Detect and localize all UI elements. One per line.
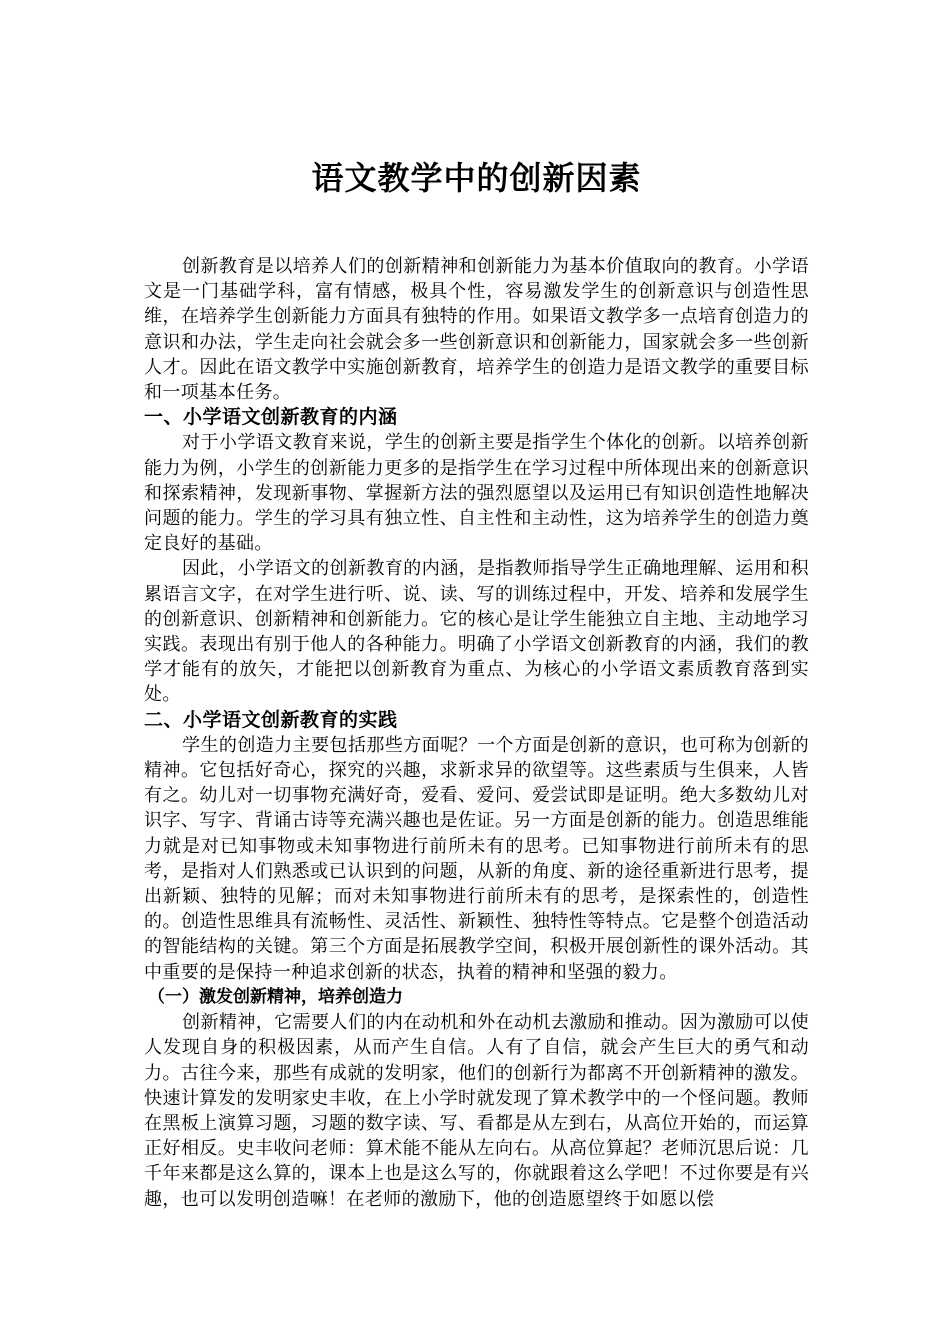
document-body xyxy=(144,254,809,1212)
intro-paragraph: 创新教育是以培养人们的创新精神和创新能力为基本价值取向的教育。小学语文是一门基础学科，富有情感，极具个性，容易激发学生的创新意识与创造性思维，在培养学生创新能力方面具有独特的作用。如果语文教学多一点培育创造力的意识和办法，学生走向社会就会多一些创新意识和创新能力，国家就会多一些创新人才。因此在语文教学中实施创新教育，培养学生的创造力是语文教学的重要目标和一项基本任务。 xyxy=(144,256,809,404)
subsection-1-paragraph-1: 创新精神，它需要人们的内在动机和外在动机去激励和推动。因为激励可以使人发现自身的积极因素，从而产生自信。人有了自信，就会产生巨大的勇气和动力。古往今来，那些有成就的发明家，他们的创新行为都离不开创新精神的激发。快速计算发的发明家史丰收，在上小学时就发现了算术教学中的一个怪问题。教师在黑板上演算习题，习题的数字读、写、看都是从左到右，从高位开始的，而运算正好相反。史丰收问老师：算术能不能从左向右。从高位算起？老师沉思后说：几千年来都是这么算的，课本上也是这么写的，你就跟着这么学吧！不过你要是有兴趣，也可以发明创造嘛！在老师的激励下，他的创造愿望终于如愿以偿 xyxy=(144,1012,809,1210)
section-1-heading: 一、小学语文创新教育的内涵 xyxy=(144,406,398,429)
section-1-paragraph-1: 对于小学语文教育来说，学生的创新主要是指学生个体化的创新。以培养创新能力为例，小学生的创新能力更多的是指学生在学习过程中所体现出来的创新意识和探索精神，发现新事物、掌握新方法的强烈愿望以及运用已有知识创造性地解决问题的能力。学生的学习具有独立性、自主性和主动性，这为培养学生的创造力奠定良好的基础。 xyxy=(144,432,809,555)
section-1-paragraph-2: 因此，小学语文的创新教育的内涵，是指教师指导学生正确地理解、运用和积累语言文字，在对学生进行听、说、读、写的训练过程中，开发、培养和发展学生的创新意识、创新精神和创新能力。它的核心是让学生能独立自主地、主动地学习实践。表现出有别于他人的各种能力。明确了小学语文创新教育的内涵，我们的教学才能有的放矢，才能把以创新教育为重点、为核心的小学语文素质教育落到实处。 xyxy=(144,558,809,706)
section-2-heading: 二、小学语文创新教育的实践 xyxy=(144,708,398,731)
subsection-1-heading: （一）激发创新精神，培养创造力 xyxy=(148,986,403,1007)
document-title: 语文教学中的创新因素 xyxy=(311,159,642,197)
section-2-paragraph-1: 学生的创造力主要包括那些方面呢？一个方面是创新的意识，也可称为创新的精神。它包括好奇心，探究的兴趣，求新求异的欲望等。这些素质与生俱来，人皆有之。幼儿对一切事物充满好奇，爱看、爱问、爱尝试即是证明。绝大多数幼儿对识字、写字、背诵古诗等充满兴趣也是佐证。另一方面是创新的能力。创造思维能力就是对已知事物或未知事物进行前所未有的思考。已知事物进行前所未有的思考，是指对人们熟悉或已认识到的问题，从新的角度、新的途径重新进行思考，提出新颖、独特的见解；而对未知事物进行前所未有的思考，是探索性的，创造性的。创造性思维具有流畅性、灵活性、新颖性、独特性等特点。它是整个创造活动的智能结构的关键。第三个方面是拓展教学空间，积极开展创新性的课外活动。其中重要的是保持一种追求创新的状态，执着的精神和坚强的毅力。 xyxy=(144,734,809,983)
